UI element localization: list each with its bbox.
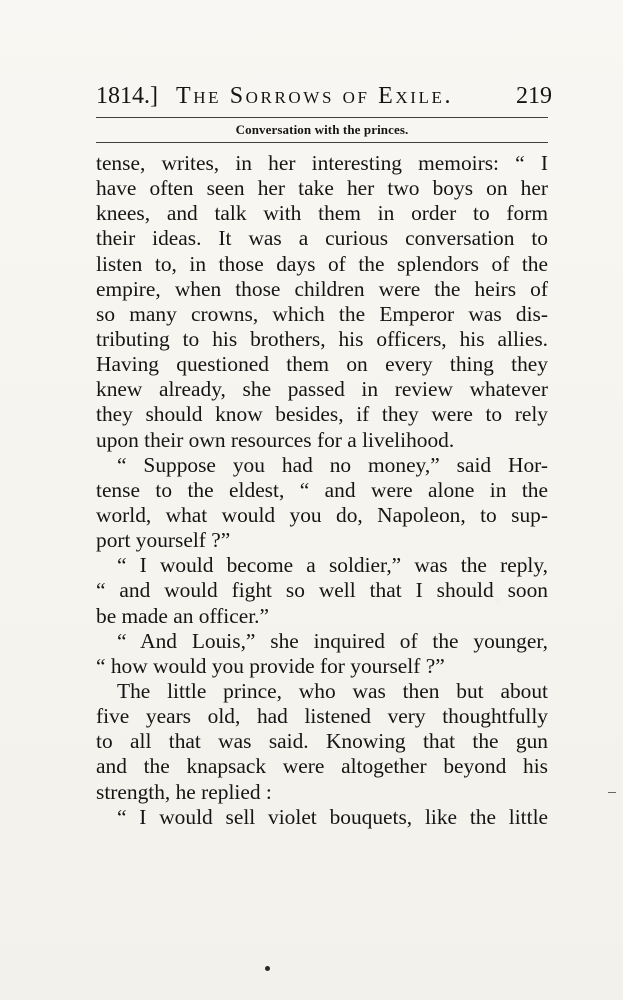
- text-line: “ I would become a soldier,” was the reply,: [117, 553, 548, 578]
- margin-mark: [608, 792, 616, 793]
- text-line: “ I would sell violet bouquets, like the little: [117, 804, 548, 829]
- text-line: upon their own resources for a livelihood.: [96, 427, 455, 452]
- text-line: tense, writes, in her interesting memoirs: “ I: [96, 151, 548, 175]
- running-title: The Sorrows of Exile.: [176, 83, 454, 109]
- text-line: world, what would you do, Napoleon, to sup-: [96, 502, 548, 527]
- text-line: five years old, had listened very thoughtfully: [96, 704, 548, 729]
- text-line: “ And Louis,” she inquired of the younger,: [117, 628, 548, 653]
- text-line: they should know besides, if they were to rely: [96, 402, 548, 427]
- text-line: knees, and talk with them in order to form: [96, 201, 548, 226]
- text-line: their ideas. It was a curious conversation to: [96, 226, 548, 251]
- text-line: tense to the eldest, “ and were alone in the: [96, 477, 548, 502]
- text-line: empire, when those children were the heirs of: [96, 276, 548, 301]
- header-year: 1814.]: [96, 83, 158, 109]
- text-line: tributing to his brothers, his officers, his allies.: [96, 326, 548, 351]
- text-line: listen to, in those days of the splendors of the: [96, 251, 548, 276]
- text-line: port yourself ?”: [96, 528, 231, 553]
- text-line: Having questioned them on every thing they: [96, 352, 548, 377]
- text-line: to all that was said. Knowing that the gun: [96, 729, 548, 754]
- page-number: 219: [516, 83, 552, 109]
- text-line: be made an officer.”: [96, 603, 270, 628]
- text-line: have often seen her take her two boys on her: [96, 176, 548, 201]
- footer-dot: [265, 966, 270, 971]
- header-rule-bottom: [96, 142, 548, 143]
- running-header: [96, 82, 552, 118]
- header-rule-top: [96, 117, 548, 118]
- text-line: and the knapsack were altogether beyond his: [96, 754, 548, 779]
- text-line: The little prince, who was then but about: [117, 678, 548, 703]
- section-subheading: Conversation with the princes.: [235, 122, 409, 137]
- text-line: “ Suppose you had no money,” said Hor-: [117, 452, 548, 477]
- text-line: so many crowns, which the Emperor was dis-: [96, 301, 548, 326]
- text-line: “ how would you provide for yourself ?”: [96, 653, 445, 678]
- page-body-text: [96, 151, 548, 830]
- text-line: “ and would fight so well that I should soon: [96, 578, 548, 603]
- text-line: knew already, she passed in review whatever: [96, 377, 548, 402]
- text-line: strength, he replied :: [96, 779, 272, 804]
